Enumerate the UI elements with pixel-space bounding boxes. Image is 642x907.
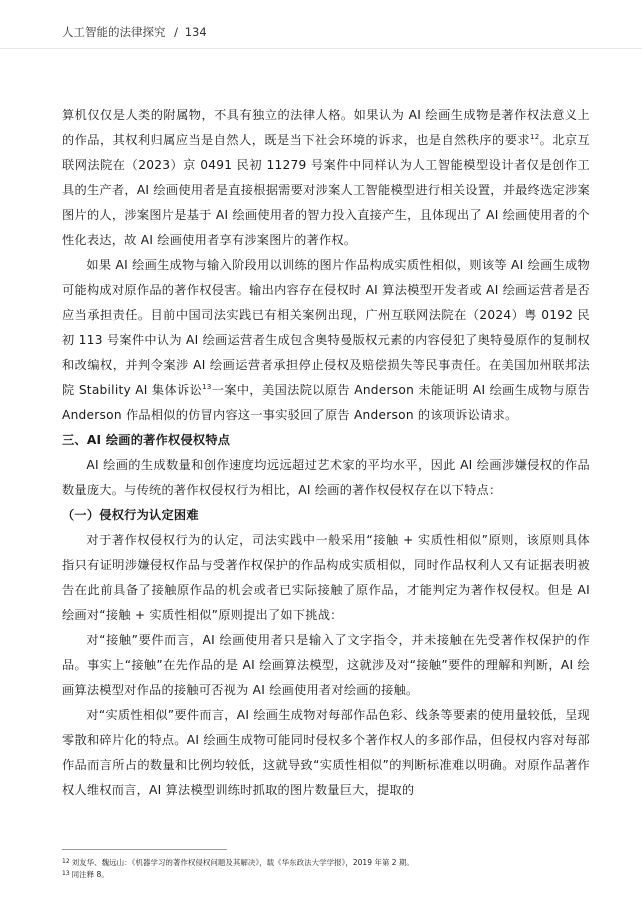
paragraph-1 [62,103,590,253]
footnote-ref-13[interactable]: 13 [202,383,212,391]
footnote-number: 13 [62,870,70,877]
header-separator: / [174,25,179,39]
body-text [62,103,590,803]
footnote-ref-12[interactable]: 12 [529,133,540,141]
paragraph-5: 对“接触”要件而言，AI 绘画使用者只是输入了文字指令，并未接触在先受著作权保护的作品。事实上“接触”在先作品的是 AI 绘画算法模型，这就涉及对“接触”要件的理解和判断，AI 绘画算法模型对作品的接触可否视为 AI 绘画使用者对绘画的接触。 [62,633,590,697]
footnote-divider [62,849,227,850]
paragraph-4: 对于著作权侵权行为的认定，司法实践中一般采用“接触 + 实质性相似”原则，该原则具体指只有证明涉嫌侵权作品与受著作权保护的作品构成实质相似，同时作品权利人又有证据表明被告在此前具备了接触原作品的机会或者已实际接触了原作品，才能判定为著作权侵权。但是 AI 绘画对“接触 + 实质性相似”原则提出了如下挑战： [62,533,590,622]
subsection-heading: （一）侵权行为认定困难 [62,508,199,522]
footnotes [62,856,590,880]
footnote-text: 刘友华、魏远山：《机器学习的著作权侵权问题及其解决》，载《华东政法大学学报》，2019 年第 2 期。 [71,858,414,867]
paragraph-6: 对“实质性相似”要件而言，AI 绘画生成物对每部作品色彩、线条等要素的使用量较低，呈现零散和碎片化的特点。AI 绘画生成物可能同时侵权多个著作权人的多部作品，但侵权内容对每部作品而言所占的数量和比例均较低，这就导致“实质性相似”的判断标准难以明确。对原作品著作权人维权而言，AI 算法模型训练时抓取的图片数量巨大，提取的 [62,708,590,797]
footnote-text: 同注释 8。 [71,870,109,879]
paragraph-2 [62,253,590,428]
paragraph-3: AI 绘画的生成数量和创作速度均远远超过艺术家的平均水平，因此 AI 绘画涉嫌侵权的作品数量庞大。与传统的著作权侵权行为相比，AI 绘画的著作权侵权存在以下特点： [62,458,590,497]
paragraph-1-part-a: 算机仅仅是人类的附属物，不具有独立的法律人格。如果认为 AI 绘画生成物是著作权法意义上的作品，其权利归属应当是自然人，既是当下社会环境的诉求，也是自然秩序的要求 [62,108,590,147]
page-number: 134 [184,25,207,39]
paragraph-1-part-b: 。北京互联网法院在（2023）京 0491 民初 11279 号案件中同样认为人工智能模型设计者仅是创作工具的生产者，AI 绘画使用者是直接根据需要对涉案人工智能模型进行相关设置，并最终选定涉案图片的人，涉案图片是基于 AI 绘画使用者的智力投入直接产生，且体现出了 AI 绘画使用者的个性化表达，故 AI 绘画使用者享有涉案图片的著作权。 [62,133,590,247]
book-title: 人工智能的法律探究 [62,25,166,39]
header-divider [0,48,642,49]
paragraph-2-part-a: 如果 AI 绘画生成物与输入阶段用以训练的图片作品构成实质性相似，则该等 AI 绘画生成物可能构成对原作品的著作权侵害。输出内容存在侵权时 AI 算法模型开发者或 AI 绘画运营者是否应当承担责任。目前中国司法实践已有相关案例出现，广州互联网法院在（2024）粤 0192 民初 113 号案件中认为 AI 绘画运营者生成包含奥特曼版权元素的内容侵犯了奥特曼原作的复制权和改编权，并判令案涉 AI 绘画运营者承担停止侵权及赔偿损失等民事责任。在美国加州联邦法院 Stability AI 集体诉讼 [62,258,590,397]
running-header [62,24,207,40]
footnote-number: 12 [62,858,70,865]
paragraph-2-part-b: 一案中，美国法院以原告 Anderson 未能证明 AI 绘画生成物与原告 Anderson 作品相似的仿冒内容这一事实驳回了原告 Anderson 的该项诉讼请求。 [62,383,590,422]
footnote-13 [62,868,590,880]
section-heading: 三、AI 绘画的著作权侵权特点 [62,433,231,447]
footnote-12 [62,856,590,868]
